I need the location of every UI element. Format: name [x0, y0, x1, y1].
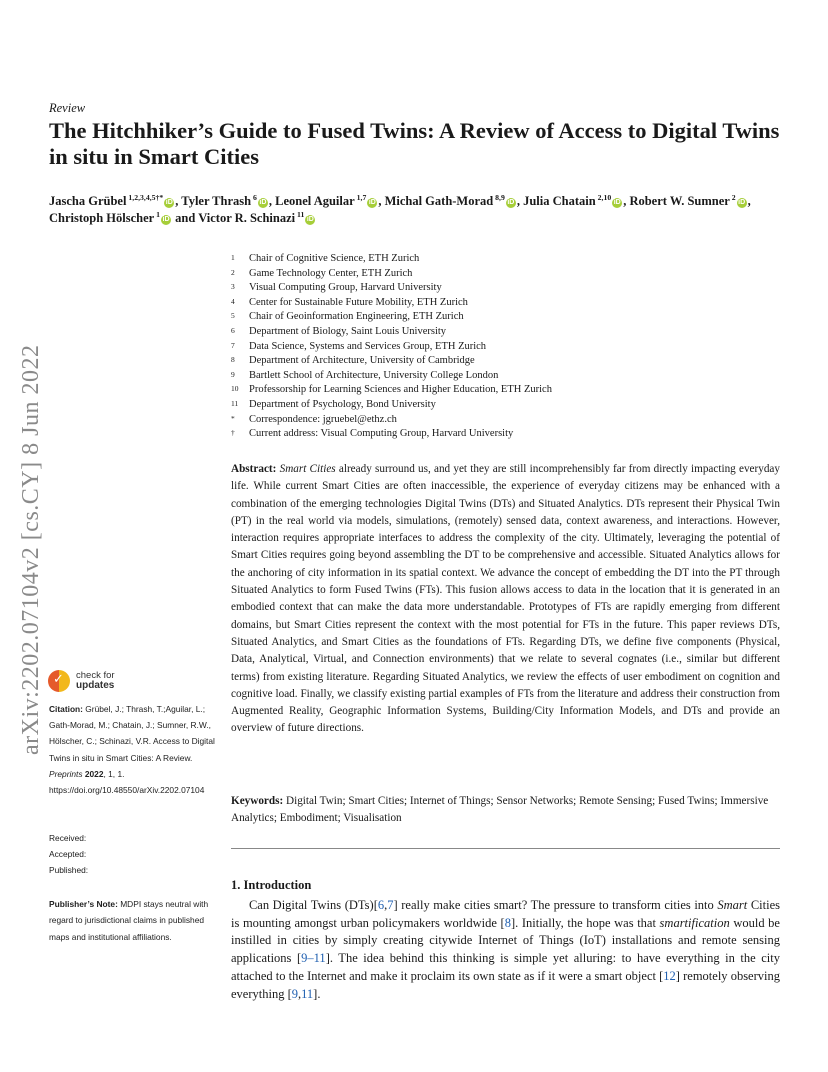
affiliation-text: Professorship for Learning Sciences and Higher Education, ETH Zurich [249, 384, 552, 396]
section-heading: 1. Introduction [231, 878, 312, 892]
affiliation-mark: 7 [231, 340, 235, 350]
orcid-icon[interactable]: iD [259, 199, 267, 206]
check-updates-icon [48, 670, 70, 692]
author-affiliation-marks: 2 [729, 192, 736, 202]
citation-journal: Preprints [49, 768, 83, 779]
affiliation-text: Bartlett School of Architecture, University College London [249, 369, 499, 381]
intro-italic: smartification [659, 915, 730, 930]
author-name: Robert W. Sumner [629, 194, 730, 208]
published-label: Published: [49, 865, 89, 876]
intro-text: ]. Initially, the hope was that [510, 915, 660, 930]
orcid-icon[interactable]: iD [613, 199, 621, 206]
abstract-text: already surround us, and yet they are still incomprehensibly far from directly impacting everyday life. While current Smart Cities are often inaccessible, the experience of everyday citizens may be enhanced with a combination of the emerging technologies Digital Twins (DTs) and Situated Analytics. DTs represent their Physical Twin (PT) in the real world via models, simulations, (remotely) sensed data, context awareness, and interactions. However, interaction requires appropriate interfaces to address the complexity of the city. Ultimately, leveraging the potential of Smart Cities requires going beyond assembling the DT to be comprehensive and accessible. Situated Analytics allows for the anchoring of city information in its spatial context. We advance the concept of embedding the DT into the PT through Situated Analytics to form Fused Twins (FTs). This fusion allows access to data in the location that it is generated in an embodied context that can make the data more understandable. Prototypes of FTs are rapidly emerging from different domains, but Smart Cities represent the context with the most potential for FTs in the future. This paper reviews DTs, Situated Analytics, and Smart Cities as the foundations of FTs. Regarding DTs, we define five components (Physical, Data, Analytical, Virtual, and Connection environments) that we relate to several cognates (i.e., similar but different terms) from existing literature. Regarding Situated Analytics, we review the effects of user embodiment on cognition and cognitive load. Finally, we classify existing partial examples of FTs from the literature and address their construction from Augmented Reality, Geographic Information Systems, Building/City Information Models, and DTs and provide an overview of future directions. [231, 463, 780, 735]
author-name: Christoph Hölscher [49, 211, 155, 225]
affiliation-mark: 2 [231, 267, 235, 277]
arxiv-stamp: arXiv:2202.07104v2 [cs.CY] 8 Jun 2022 [18, 344, 44, 755]
author-separator: , [378, 194, 385, 208]
citation-link[interactable]: 7 [387, 898, 394, 912]
orcid-icon[interactable]: iD [306, 216, 314, 223]
author-name: Victor R. Schinazi [198, 211, 296, 225]
affiliation-text: Data Science, Systems and Services Group, ETH Zurich [249, 340, 487, 352]
check-updates-line1: check for [76, 670, 115, 681]
section-divider [231, 848, 780, 849]
citation-link[interactable]: 6 [377, 898, 385, 912]
citation-year: 2022 [82, 768, 104, 779]
author-affiliation-marks: 6 [251, 192, 257, 202]
affiliation-text: Visual Computing Group, Harvard University [249, 282, 442, 294]
citation-link[interactable]: 9–11 [301, 951, 326, 966]
paper-title: The Hitchhiker’s Guide to Fused Twins: A Review of Access to Digital Twins in situ in Smart Cities [49, 118, 780, 169]
affiliation-text: Current address: Visual Computing Group, Harvard University [249, 428, 514, 440]
intro-text: , [384, 898, 388, 912]
orcid-icon[interactable]: iD [165, 199, 173, 206]
affiliation-item [231, 398, 552, 413]
author-name: Julia Chatain [523, 194, 596, 208]
author-separator: , [175, 194, 182, 208]
publication-dates [49, 830, 88, 879]
author-separator: and [172, 211, 199, 225]
author-affiliation-marks: 2,10 [595, 192, 612, 202]
author-affiliation-marks: 11 [295, 209, 305, 219]
intro-text: ]. [313, 986, 321, 1001]
affiliation-text: Department of Architecture, University of Cambridge [249, 355, 475, 367]
publisher-note [49, 896, 219, 945]
intro-text: ] really make cities smart? The pressure to transform cities into [393, 898, 718, 912]
accepted-label: Accepted: [49, 849, 87, 860]
affiliation-text: Correspondence: jgruebel@ethz.ch [249, 413, 397, 425]
publisher-note-label: Publisher’s Note: [49, 899, 118, 909]
affiliation-item [231, 340, 552, 355]
citation-label: Citation: [49, 704, 83, 714]
intro-text: ]. The idea behind this thinking is simple yet alluring: to have everything in the city attached to the Internet and make it proclaim its own state as if it were a smart object [ [231, 951, 780, 983]
affiliation-item [231, 427, 552, 442]
article-type: Review [49, 101, 86, 115]
citation-text: Grübel, J.; Thrash, T.;Aguilar, L.; Gath-Morad, M.; Chatain, J.; Sumner, R.W., Hölscher, C.; Schinazi, V.R. Access to Digital Twins in situ in Smart Cities: A Review. [49, 704, 215, 763]
affiliation-text: Chair of Geoinformation Engineering, ETH Zurich [249, 311, 464, 323]
affiliation-item [231, 325, 552, 340]
affiliation-text: Center for Sustainable Future Mobility, ETH Zurich [249, 296, 468, 308]
author-affiliation-marks: 1,7 [354, 192, 367, 202]
citation-link[interactable]: 9 [291, 986, 298, 1001]
affiliation-item [231, 369, 552, 384]
abstract-lead: Smart Cities [279, 463, 336, 475]
affiliation-item [231, 354, 552, 369]
intro-italic: Smart [717, 898, 748, 912]
keywords [231, 793, 780, 828]
author-name: Leonel Aguilar [275, 194, 355, 208]
intro-text: would be instilled in cities by simply creating citywide Internet of Things (IoT) installations and remote sensing applications [ [231, 915, 780, 966]
affiliation-item [231, 383, 552, 398]
publisher-note-text: MDPI stays neutral with regard to jurisdictional claims in published maps and institutional affiliations. [49, 899, 209, 942]
citation-link[interactable]: 12 [663, 968, 676, 983]
affiliation-item [231, 310, 552, 325]
affiliation-item [231, 281, 552, 296]
affiliation-text: Department of Biology, Saint Louis University [249, 325, 447, 337]
affiliation-item [231, 267, 552, 282]
affiliation-mark: 8 [231, 355, 235, 365]
intro-text: Cities is mounting amongst urban policymakers worldwide [ [231, 898, 781, 930]
keywords-text: Digital Twin; Smart Cities; Internet of Things; Sensor Networks; Remote Sensing; Fused Twins; Immersive Analytics; Embodiment; Visualisation [231, 795, 769, 825]
check-updates-text [76, 671, 115, 691]
affiliation-item [231, 413, 552, 428]
affiliation-mark: 5 [231, 311, 235, 321]
affiliation-mark: 1 [231, 253, 235, 262]
intro-text: , [298, 986, 302, 1001]
affiliation-text: Department of Psychology, Bond University [249, 398, 436, 410]
orcid-icon[interactable]: iD [507, 199, 515, 206]
abstract-label: Abstract: [231, 463, 277, 475]
intro-paragraph [231, 897, 780, 1003]
author-affiliation-marks: 1 [154, 209, 161, 219]
check-for-updates-button[interactable] [48, 667, 128, 695]
affiliation-mark: 10 [231, 384, 239, 394]
intro-text: Can Digital Twins (DTs)[ [248, 898, 378, 912]
author-separator: , [268, 194, 276, 208]
affiliation-mark: 11 [231, 398, 239, 408]
keywords-label: Keywords: [231, 795, 284, 807]
orcid-icon[interactable]: iD [162, 216, 170, 223]
affiliation-mark: † [231, 428, 235, 438]
author-separator: , [623, 194, 630, 208]
author-name: Jascha Grübel [49, 194, 127, 208]
citation-tail: , 1, 1. https://doi.org/10.48550/arXiv.2202.07104 [49, 768, 205, 796]
orcid-icon[interactable]: iD [368, 199, 376, 206]
affiliation-list [231, 252, 552, 442]
author-separator: , [516, 194, 524, 208]
affiliation-item [231, 252, 552, 267]
citation-link[interactable]: 8 [504, 915, 511, 930]
affiliation-mark: 9 [231, 369, 235, 379]
orcid-icon[interactable]: iD [738, 199, 746, 206]
author-list [49, 193, 789, 227]
affiliation-mark: 3 [231, 282, 235, 292]
author-separator: , [747, 194, 751, 208]
affiliation-text: Chair of Cognitive Science, ETH Zurich [249, 253, 420, 264]
affiliation-mark: * [231, 413, 235, 423]
citation-link[interactable]: 11 [301, 986, 314, 1001]
citation-box [49, 701, 219, 798]
affiliation-text: Game Technology Center, ETH Zurich [249, 267, 413, 279]
intro-text: ] remotely observing everything [ [231, 968, 780, 1001]
abstract [231, 461, 780, 738]
affiliation-mark: 4 [231, 296, 235, 306]
affiliation-item [231, 296, 552, 311]
author-name: Michal Gath-Morad [384, 194, 494, 208]
author-affiliation-marks: 8,9 [493, 192, 505, 202]
author-name: Tyler Thrash [181, 194, 252, 208]
author-affiliation-marks: 1,2,3,4,5†* [126, 192, 164, 202]
received-label: Received: [49, 833, 87, 843]
check-updates-line2: updates [76, 680, 115, 691]
affiliation-mark: 6 [231, 325, 235, 335]
